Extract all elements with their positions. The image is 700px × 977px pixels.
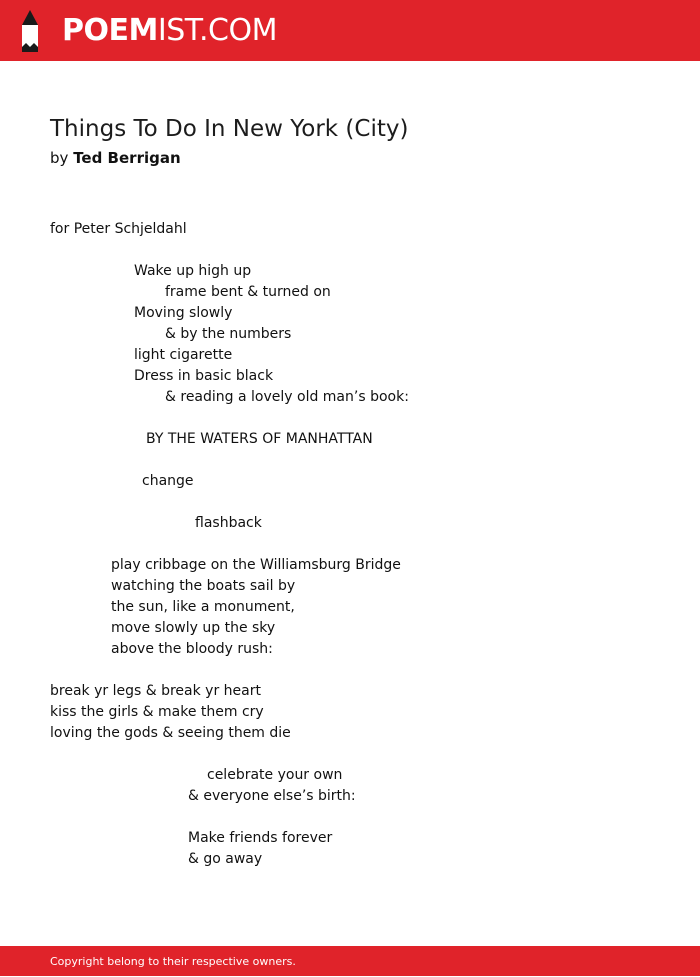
poem-line: play cribbage on the Williamsburg Bridge [111,557,401,573]
site-footer [0,946,700,976]
author-name: Ted Berrigan [73,149,181,167]
poem-line: kiss the girls & make them cry [50,704,264,720]
poem-line: Make friends forever [188,830,333,846]
brand-bold: POEM [62,13,158,48]
poem-line: frame bent & turned on [165,284,331,300]
poem-line: move slowly up the sky [111,620,276,636]
poem-line: change [142,473,194,489]
poem-line: break yr legs & break yr heart [50,683,261,699]
poem-line: Moving slowly [134,305,233,321]
poem-title: Things To Do In New York (City) [50,116,409,142]
poem-line: & reading a lovely old man’s book: [165,389,409,405]
dedication: for Peter Schjeldahl [50,221,187,237]
poem-line: Dress in basic black [134,368,274,384]
byline [50,149,181,167]
poem-line: light cigarette [134,347,233,363]
poem-line: & everyone else’s birth: [188,788,356,804]
copyright-notice: Copyright belong to their respective owners. [50,955,296,968]
by-label: by [50,149,69,167]
poem-line: flashback [195,515,262,531]
site-logo-text[interactable] [62,11,277,51]
poem-line: celebrate your own [207,767,343,783]
poem-line: Wake up high up [134,263,252,279]
poem-line: watching the boats sail by [111,578,296,594]
site-header [0,0,700,61]
poem-line: the sun, like a monument, [111,599,295,615]
poem-line: & by the numbers [165,326,292,342]
poem-line: above the bloody rush: [111,641,273,657]
brand-light: IST.COM [157,13,277,48]
poem-line: loving the gods & seeing them die [50,725,291,741]
pencil-icon[interactable] [17,10,43,52]
poem-line: & go away [188,851,263,867]
poem-line: BY THE WATERS OF MANHATTAN [146,431,373,447]
